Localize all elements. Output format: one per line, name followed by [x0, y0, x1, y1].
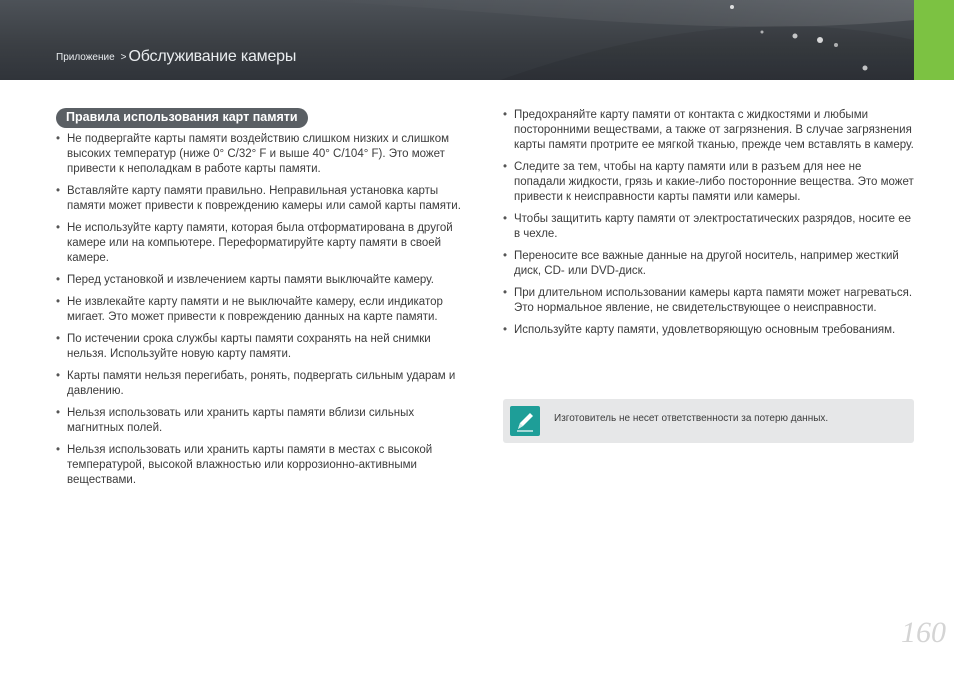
section-title: Правила использования карт памяти: [56, 108, 308, 128]
pencil-note-icon: [510, 406, 540, 436]
chapter-tab: [914, 0, 954, 80]
note-box: [503, 399, 914, 443]
breadcrumb-separator: >: [120, 52, 127, 63]
breadcrumb-parent: Приложение: [56, 52, 115, 63]
page-number: 160: [901, 616, 946, 649]
left-bullet-list: [56, 132, 468, 488]
list-item: • Переносите все важные данные на другой носитель, например жесткий диск, CD- или DVD-диск.: [503, 249, 915, 279]
list-item: • Не используйте карту памяти, которая была отформатирована в другой камере или на компьютере. Переформатируйте карту памяти в своей камере.: [56, 221, 468, 266]
page-header: [0, 0, 954, 80]
right-bullet-list: [503, 108, 915, 338]
list-item: • Не подвергайте карты памяти воздействию слишком низких и слишком высоких температур (ниже 0° C/32° F и выше 40° C/104° F). Это может привести к неполадкам в работе карты памяти.: [56, 132, 468, 177]
list-item: • Вставляйте карту памяти правильно. Неправильная установка карты памяти может привести к повреждению камеры или самой карты памяти.: [56, 184, 468, 214]
list-item: • Карты памяти нельзя перегибать, ронять, подвергать сильным ударам и давлению.: [56, 369, 468, 399]
header-decoration: [0, 0, 914, 80]
list-item: • Следите за тем, чтобы на карту памяти или в разъем для нее не попадали жидкости, грязь и какие-либо посторонние вещества. Это может привести к неисправности карты памяти или камеры.: [503, 160, 915, 205]
list-item: • По истечении срока службы карты памяти сохранять на ней снимки нельзя. Используйте новую карту памяти.: [56, 332, 468, 362]
note-text: Изготовитель не несет ответственности за потерю данных.: [554, 413, 829, 424]
right-column: [503, 108, 915, 345]
list-item: • Нельзя использовать или хранить карты памяти вблизи сильных магнитных полей.: [56, 406, 468, 436]
breadcrumb: [56, 48, 296, 66]
list-item: • При длительном использовании камеры карта памяти может нагреваться. Это нормальное явление, не свидетельствующее о неисправности.: [503, 286, 915, 316]
breadcrumb-current: Обслуживание камеры: [128, 48, 297, 65]
list-item: • Предохраняйте карту памяти от контакта с жидкостями и любыми посторонними веществами, а также от загрязнения. В случае загрязнения карты памяти протрите ее мягкой тканью, прежде чем вставлять в камеру.: [503, 108, 915, 153]
list-item: • Используйте карту памяти, удовлетворяющую основным требованиям.: [503, 323, 915, 338]
list-item: • Перед установкой и извлечением карты памяти выключайте камеру.: [56, 273, 468, 288]
list-item: • Не извлекайте карту памяти и не выключайте камеру, если индикатор мигает. Это может привести к повреждению данных на карте памяти.: [56, 295, 468, 325]
left-column: [56, 108, 468, 495]
list-item: • Чтобы защитить карту памяти от электростатических разрядов, носите ее в чехле.: [503, 212, 915, 242]
list-item: • Нельзя использовать или хранить карты памяти в местах с высокой температурой, высокой влажностью или коррозионно-активными веществами.: [56, 443, 468, 488]
